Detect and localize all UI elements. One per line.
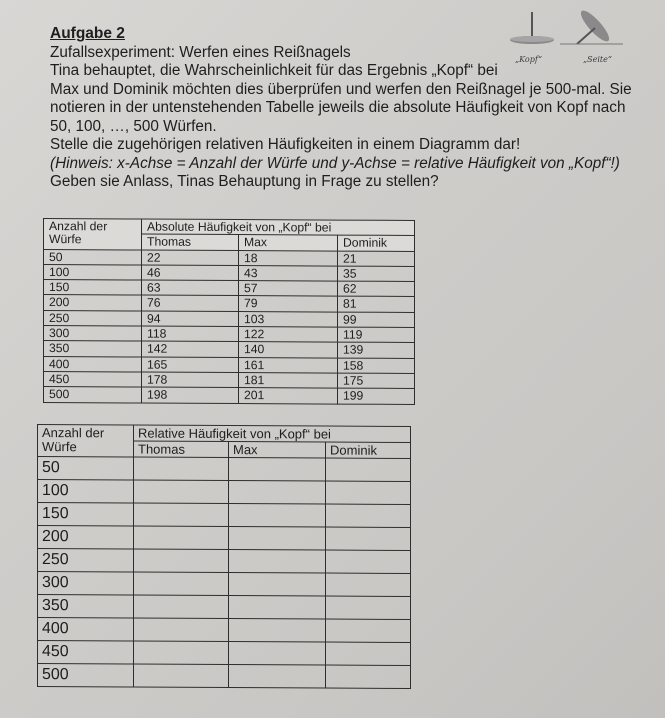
answer-cell-thomas[interactable] [134,457,229,480]
value-cell: 63 [142,280,239,296]
answer-cell-dominik[interactable] [326,458,411,481]
task-question: Geben sie Anlass, Tinas Behauptung in Frage zu stellen? [50,173,439,190]
task-line-4: notieren in der untenstehenden Tabelle jeweils die absolute Häufigkeit von Kopf nach [50,99,626,116]
label-kopf: „Kopf“ [515,55,543,64]
col-thomas: Thomas [142,234,239,250]
count-cell: 350 [44,341,142,357]
value-cell: 139 [338,342,415,358]
answer-cell-thomas[interactable] [134,664,229,687]
count-cell: 100 [44,264,142,280]
answer-cell-dominik[interactable] [326,665,411,688]
answer-cell-max[interactable] [229,596,326,620]
value-cell: 201 [239,388,338,404]
task-line-3: Max und Dominik möchten dies überprüfen und werfen den Reißnagel je 500-mal. Sie [50,80,632,98]
thumbtack-side-icon [560,7,623,45]
value-cell: 81 [338,297,415,313]
answer-cell-dominik[interactable] [326,504,411,527]
table-row [38,595,411,620]
answer-cell-max[interactable] [229,550,326,574]
value-cell: 198 [142,387,239,403]
answer-cell-thomas[interactable] [134,526,229,549]
answer-cell-max[interactable] [229,619,326,643]
count-cell: 400 [38,618,134,642]
value-cell: 119 [338,327,415,343]
count-cell: 500 [44,387,142,403]
value-cell: 181 [239,373,338,389]
value-cell: 175 [338,373,415,389]
count-cell: 250 [44,310,142,326]
answer-cell-thomas[interactable] [134,480,229,503]
answer-cell-dominik[interactable] [326,642,411,665]
answer-cell-dominik[interactable] [326,596,411,619]
answer-cell-dominik[interactable] [326,573,411,596]
label-seite: „Seite“ [583,55,612,64]
answer-cell-dominik[interactable] [326,481,411,504]
value-cell: 99 [338,312,415,328]
count-cell: 150 [44,280,142,296]
count-cell: 450 [38,641,134,665]
table-row [44,387,415,404]
col-dominik: Dominik [326,442,411,458]
value-cell: 199 [338,388,415,404]
task-line-5: 50, 100, …, 500 Würfen. [50,117,217,135]
table-row [38,549,411,574]
value-cell: 165 [142,357,239,373]
value-cell: 79 [239,296,338,312]
value-cell: 35 [338,266,415,282]
value-cell: 76 [142,296,239,312]
value-cell: 62 [338,281,415,297]
col-max: Max [229,442,326,459]
answer-cell-max[interactable] [229,642,326,666]
answer-cell-thomas[interactable] [134,618,229,641]
table-header-row [44,219,415,236]
value-cell: 18 [239,250,338,266]
count-cell: 450 [44,371,142,387]
table-row [38,572,411,597]
absolute-frequency-table [43,218,415,405]
value-cell: 43 [239,265,338,281]
col-dominik: Dominik [338,235,415,251]
answer-cell-max[interactable] [229,504,326,528]
value-cell: 46 [142,265,239,281]
value-cell: 103 [239,311,338,327]
table-row [38,526,411,551]
count-cell: 150 [38,503,134,527]
task-line-1: Zufallsexperiment: Werfen eines Reißnagels [50,43,351,61]
value-cell: 178 [142,372,239,388]
table-row [38,503,411,528]
value-cell: 57 [239,281,338,297]
count-cell: 300 [44,326,142,342]
value-cell: 161 [239,357,338,373]
count-cell: 500 [38,664,134,688]
answer-cell-max[interactable] [229,527,326,551]
answer-cell-max[interactable] [229,665,326,689]
value-cell: 122 [239,327,338,343]
answer-cell-max[interactable] [229,481,326,505]
count-cell: 50 [38,457,134,481]
answer-cell-thomas[interactable] [134,572,229,595]
relative-frequency-table [37,424,411,689]
table-row [38,664,411,689]
count-cell: 100 [38,480,134,504]
col-thomas: Thomas [134,441,229,457]
answer-cell-thomas[interactable] [134,641,229,664]
header-count: Anzahl der Würfe [38,425,134,458]
col-max: Max [239,235,338,251]
task-title: Aufgabe 2 [50,25,125,42]
header-group: Absolute Häufigkeit von „Kopf“ bei [142,219,415,236]
value-cell: 140 [239,342,338,358]
answer-cell-thomas[interactable] [134,549,229,572]
count-cell: 250 [38,549,134,573]
table-row [38,480,411,505]
count-cell: 350 [38,595,134,619]
answer-cell-thomas[interactable] [134,595,229,618]
task-line-6: Stelle die zugehörigen relativen Häufigkeiten in einem Diagramm dar! [50,136,521,153]
answer-cell-dominik[interactable] [326,550,411,573]
count-cell: 200 [38,526,134,550]
table-row [38,457,411,482]
header-count: Anzahl der Würfe [44,219,142,250]
answer-cell-max[interactable] [229,458,326,482]
answer-cell-max[interactable] [229,573,326,597]
table-row [38,618,411,643]
table-header-row [38,425,411,443]
answer-cell-dominik[interactable] [326,619,411,642]
value-cell: 21 [338,251,415,267]
answer-cell-dominik[interactable] [326,527,411,550]
value-cell: 158 [338,358,415,374]
task-hint: (Hinweis: x-Achse = Anzahl der Würfe und y-Achse = relative Häufigkeit von „Kopf“!) [50,154,620,172]
count-cell: 300 [38,572,134,596]
header-group: Relative Häufigkeit von „Kopf“ bei [134,425,411,442]
thumbtack-upright-icon [510,12,554,44]
count-cell: 200 [44,295,142,311]
count-cell: 400 [44,356,142,372]
count-cell: 50 [44,249,142,265]
answer-cell-thomas[interactable] [134,503,229,526]
thumbtack-illustration [505,4,635,74]
task-line-2: Tina behauptet, die Wahrscheinlichkeit für das Ergebnis „Kopf“ bei [50,62,498,79]
value-cell: 94 [142,311,239,327]
value-cell: 142 [142,341,239,357]
table-row [38,641,411,666]
value-cell: 118 [142,326,239,342]
value-cell: 22 [142,250,239,266]
